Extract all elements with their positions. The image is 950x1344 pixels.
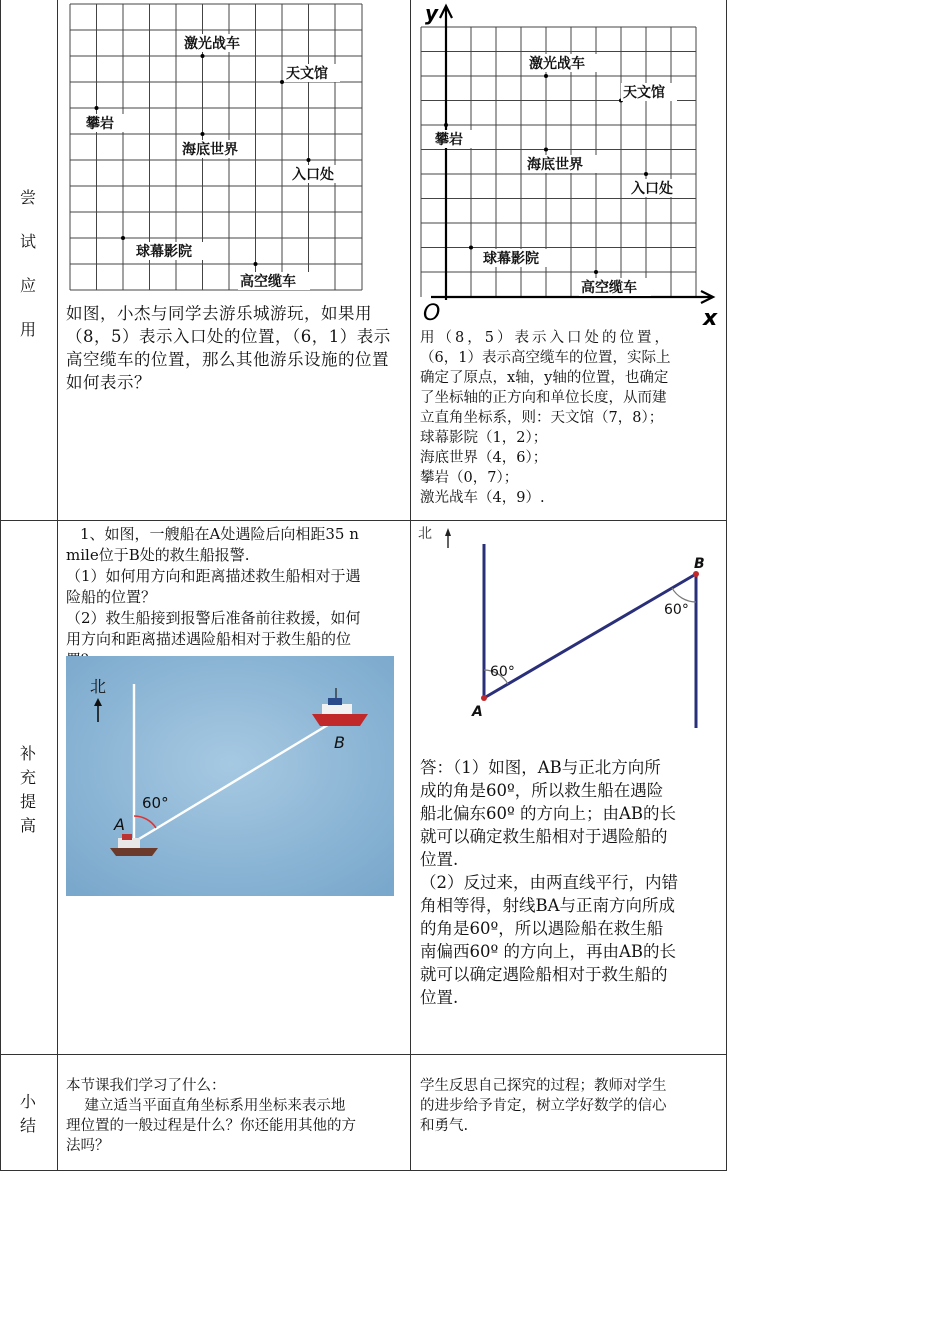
table-border-left (0, 0, 1, 1171)
table-border-right (726, 0, 727, 1171)
label-char: 应 (19, 276, 36, 295)
row-border-1 (0, 520, 727, 521)
diagram-point-a: A (472, 704, 483, 720)
map-label-observatory: 天文馆 (286, 66, 328, 82)
problem-line: （2）救生船接到报警后准备前往救援，如何 (66, 609, 361, 627)
map-label-cable: 高空缆车 (240, 274, 296, 290)
map-label-entrance: 入口处 (292, 167, 334, 183)
summary-line: 的进步给予肯定，树立学好数学的信心 (420, 1098, 667, 1114)
coord-point-entrance (644, 172, 648, 176)
answer-line: 角相等得，射线BA与正南方向所成 (420, 896, 676, 915)
extend-answer (420, 756, 722, 1009)
photo-angle-label: 60° (142, 794, 169, 812)
summary-line: 本节课我们学习了什么： (66, 1078, 226, 1094)
try-apply-question (66, 302, 402, 394)
summary-line: 建立适当平面直角坐标系用坐标来表示地 (66, 1098, 346, 1114)
photo-north-label: 北 (90, 677, 107, 696)
table-border-col1 (57, 0, 58, 1171)
sea-rescue-illustration (66, 656, 394, 896)
point-observatory (280, 80, 284, 84)
label-char: 提 (19, 792, 36, 811)
answer-line: 位置. (420, 988, 459, 1007)
summary-line: 和勇气. (420, 1118, 469, 1134)
problem-line: 1、如图，一艘船在A处遇险后向相距35 n (80, 525, 359, 543)
answer-line: （6，1）表示高空缆车的位置，实际上 (420, 350, 671, 366)
diagram-line-ab (484, 574, 696, 698)
point-laser (201, 54, 205, 58)
coord-label-dome: 球幕影院 (483, 251, 539, 267)
answer-line: 立直角坐标系，则：天文馆（7，8）； (420, 410, 664, 426)
answer-line: 球幕影院（1，2）； (420, 430, 548, 446)
y-axis-label: y (425, 1, 439, 25)
answer-line: 船北偏东60º 的方向上；由AB的长 (420, 804, 677, 823)
label-char: 用 (19, 320, 36, 339)
answer-line: 海底世界（4，6）； (420, 450, 548, 466)
coord-label-ocean: 海底世界 (527, 157, 583, 173)
diagram-point-a-dot (481, 695, 487, 701)
answer-line: 答：（1）如图，AB与正北方向所 (420, 758, 661, 777)
coord-point-laser (544, 74, 548, 78)
problem-line: 险船的位置？ (66, 588, 157, 606)
map-label-climbing: 攀岩 (86, 116, 114, 132)
label-char: 小 (19, 1092, 36, 1111)
label-char: 尝 (19, 188, 36, 207)
answer-line: 成的角是60º，所以救生船在遇险 (420, 781, 664, 800)
row-border-3 (0, 1170, 727, 1171)
direction-diagram (414, 522, 720, 736)
row-border-2 (0, 1054, 727, 1055)
coord-point-cable (594, 270, 598, 274)
coord-point-ocean (544, 148, 548, 152)
label-char: 试 (19, 232, 36, 251)
photo-point-b: B (334, 733, 345, 752)
answer-line: 激光战车（4，9）. (420, 490, 545, 506)
answer-line: 确定了原点，x轴，y轴的位置，也确定 (420, 370, 669, 386)
row-label-summary (0, 1090, 56, 1138)
coord-label-laser: 激光战车 (529, 56, 585, 72)
answer-line: 了坐标轴的正方向和单位长度，从而建 (420, 390, 667, 406)
amusement-grid-map (66, 0, 370, 300)
problem-line: mile位于B处的救生船报警. (66, 546, 250, 564)
answer-line: 用（8，5）表示入口处的位置， (420, 330, 672, 346)
coord-point-dome (469, 246, 473, 250)
x-axis-label: x (703, 306, 718, 330)
coordinate-grid-map (413, 0, 723, 330)
extend-problem (66, 524, 406, 671)
coord-point-climbing (444, 123, 448, 127)
try-apply-answer (420, 328, 720, 508)
summary-line: 理位置的一般过程是什么？你还能用其他的方 (66, 1118, 356, 1134)
table-border-col2 (410, 0, 411, 1171)
label-char: 高 (19, 816, 36, 835)
answer-line: 位置. (420, 850, 459, 869)
map-label-dome: 球幕影院 (136, 244, 192, 260)
answer-line: 南偏西60º 的方向上，再由AB的长 (420, 942, 677, 961)
coord-label-climbing: 攀岩 (435, 132, 463, 148)
answer-line: 攀岩（0，7）； (420, 470, 519, 486)
answer-line: 的角是60º，所以遇险船在救生船 (420, 919, 664, 938)
origin-label: O (423, 301, 441, 326)
diagram-point-b: B (694, 556, 705, 572)
point-cable (254, 262, 258, 266)
point-entrance (307, 158, 311, 162)
row-label-extend (0, 742, 56, 838)
label-char: 结 (19, 1116, 36, 1135)
coord-label-entrance: 入口处 (631, 181, 673, 197)
answer-line: 就可以确定救生船相对于遇险船的 (420, 827, 668, 846)
coord-label-cable: 高空缆车 (581, 280, 637, 296)
summary-line: 法吗？ (66, 1138, 110, 1154)
diagram-angle-b: 60° (664, 602, 689, 618)
answer-line: （2）反过来，由两直线平行，内错 (420, 873, 678, 892)
question-text: 如图，小杰与同学去游乐城游玩，如果用（8，5）表示入口处的位置，（6，1）表示高空缆车的位置，那么其他游乐设施的位置如何表示？ (66, 304, 391, 392)
summary-line: 学生反思自己探究的过程；教师对学生 (420, 1078, 667, 1094)
map-label-ocean: 海底世界 (182, 142, 238, 158)
problem-line: （1）如何用方向和距离描述救生船相对于遇 (66, 567, 361, 585)
problem-line: 用方向和距离描述遇险船相对于救生船的位 (66, 630, 352, 648)
photo-point-a: A (114, 815, 125, 834)
row-label-try-apply (0, 186, 56, 342)
point-ocean (201, 132, 205, 136)
diagram-north-label: 北 (418, 526, 432, 542)
map-label-laser: 激光战车 (184, 36, 240, 52)
coord-label-observatory: 天文馆 (623, 85, 665, 101)
diagram-angle-a: 60° (490, 664, 515, 680)
point-dome (121, 236, 125, 240)
answer-line: 就可以确定遇险船相对于救生船的 (420, 965, 668, 984)
summary-right (420, 1076, 722, 1136)
point-climbing (95, 106, 99, 110)
summary-left (66, 1076, 406, 1156)
label-char: 补 (19, 744, 36, 763)
label-char: 充 (19, 768, 36, 787)
